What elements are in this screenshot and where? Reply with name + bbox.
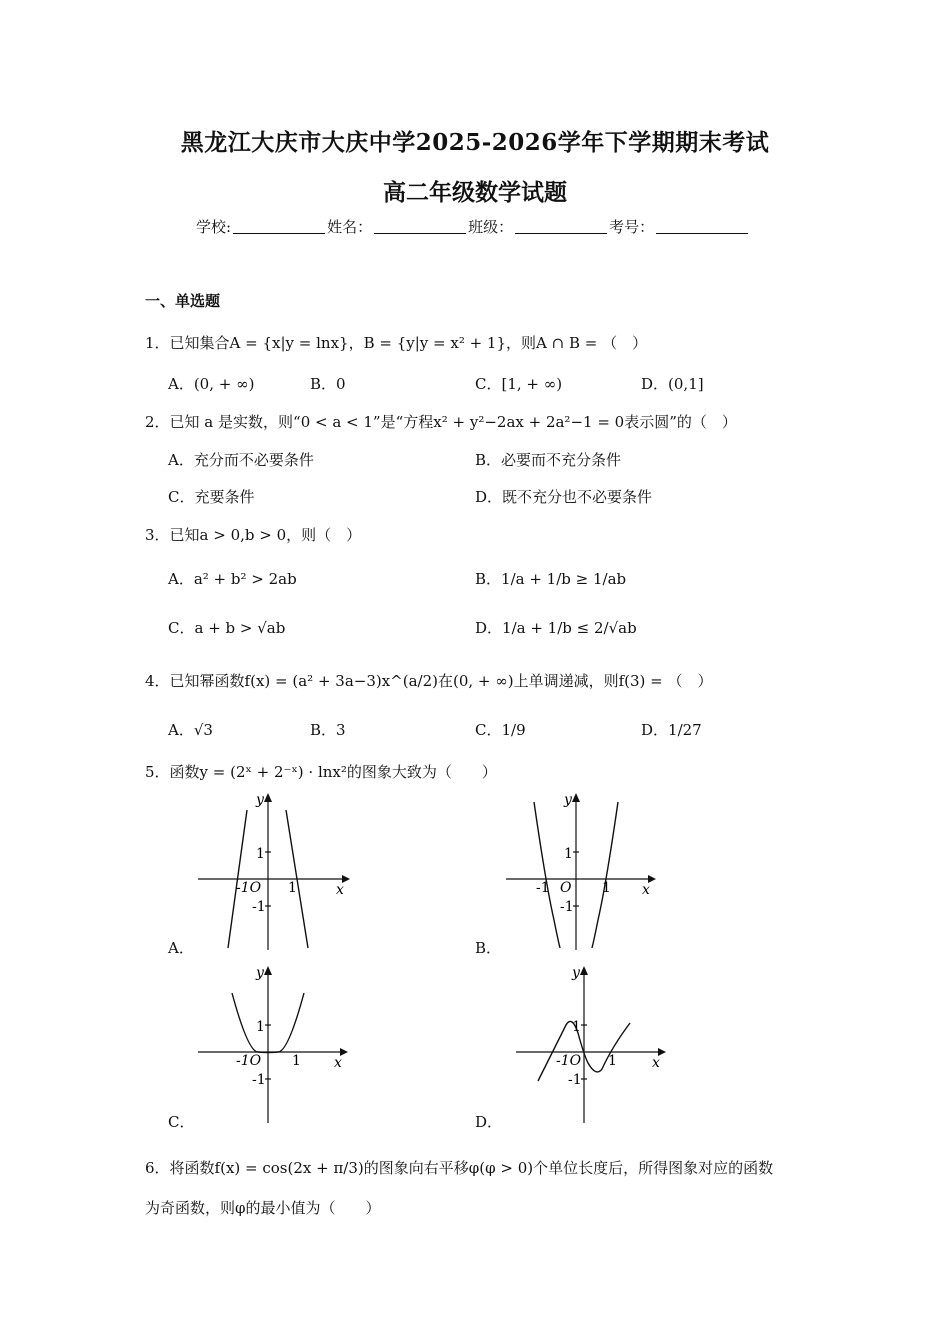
question-6-stem-line-2: 为奇函数，则φ的最小值为（ ）	[145, 1199, 381, 1217]
graph-c-neg-one-origin-label: -1O	[236, 1053, 262, 1069]
q2-option-d: D．既不充分也不必要条件	[475, 488, 653, 506]
class-blank[interactable]	[515, 219, 607, 234]
question-6-stem-line-1: 6．将函数f(x) = cos(2x + π/3)的图象向右平移φ(φ > 0)个单位长度后，所得图象对应的函数	[145, 1159, 774, 1177]
graph-b-origin-label: O	[560, 880, 572, 896]
graph-c-y-label: y	[256, 965, 264, 981]
graph-b-curve-right	[592, 802, 618, 948]
q3-option-d: D．1/a + 1/b ≤ 2/√ab	[475, 619, 637, 637]
graph-c-minus-one-label: -1	[252, 1072, 266, 1088]
exam-subtitle: 高二年级数学试题	[383, 179, 567, 206]
question-4-stem: 4．已知幂函数f(x) = (a² + 3a−3)x^(a/2)在(0, + ∞)上单调递减，则f(3) = （ ）	[145, 672, 713, 690]
q4-option-b: B．3	[310, 721, 346, 739]
graph-b-neg-one-label: -1	[536, 880, 550, 896]
graph-a-neg-one-origin-label: -1O	[236, 880, 262, 896]
graph-c-one-label: 1	[256, 1019, 265, 1035]
question-3-stem: 3．已知a > 0,b > 0，则（ ）	[145, 526, 362, 544]
graph-a	[190, 790, 360, 955]
graph-b-minus-one-label: -1	[560, 899, 574, 915]
q1-option-b: B．0	[310, 375, 346, 393]
question-2-stem: 2．已知 a 是实数，则“0 < a < 1”是“方程x² + y²−2ax + 2a²−1 = 0表示圆”的（ ）	[145, 413, 737, 431]
graph-d-pos-one-label: 1	[608, 1053, 617, 1069]
graph-b-x-label: x	[642, 882, 650, 898]
q5-option-c: C．	[168, 1113, 195, 1131]
q2-option-b: B．必要而不充分条件	[475, 451, 622, 469]
graph-d-y-label: y	[572, 965, 580, 981]
q2-option-c: C．充要条件	[168, 488, 255, 506]
q1-option-d: D．(0,1]	[641, 375, 704, 393]
q5-option-a: A．	[168, 939, 194, 957]
q4-option-d: D．1/27	[641, 721, 702, 739]
exam-number-label: 考号：	[609, 218, 655, 236]
q5-option-d: D．	[475, 1113, 503, 1131]
student-info-line	[196, 216, 750, 237]
graph-a-x-label: x	[336, 882, 344, 898]
graph-a-y-label: y	[256, 792, 264, 808]
school-label: 学校:	[196, 218, 232, 236]
graph-d-minus-one-label: -1	[568, 1072, 582, 1088]
q5-option-b: B．	[475, 939, 502, 957]
exam-title: 黑龙江大庆市大庆中学2025-2026学年下学期期末考试	[180, 129, 770, 156]
graph-d-y-arrow	[580, 966, 588, 975]
q3-option-b: B．1/a + 1/b ≥ 1/ab	[475, 570, 627, 588]
name-blank[interactable]	[374, 219, 466, 234]
graph-a-pos-one-label: 1	[288, 880, 297, 896]
q3-option-a: A．a² + b² > 2ab	[168, 570, 297, 588]
name-label: 姓名：	[327, 218, 373, 236]
exam-number-blank[interactable]	[656, 219, 748, 234]
q1-option-a: A．(0, + ∞)	[168, 375, 255, 393]
graph-d-neg-one-origin-label: -1O	[556, 1053, 582, 1069]
graph-b-y-label: y	[564, 792, 572, 808]
graph-c-y-arrow	[264, 966, 272, 975]
graph-a-one-label: 1	[256, 846, 265, 862]
graph-b-pos-one-label: 1	[602, 880, 611, 896]
school-blank[interactable]	[233, 219, 325, 234]
graph-d	[508, 963, 678, 1128]
graph-b-curve-left	[534, 802, 560, 948]
graph-b-y-arrow	[572, 793, 580, 802]
q4-option-a: A．√3	[168, 721, 213, 739]
class-label: 班级：	[468, 218, 514, 236]
q3-option-c: C．a + b > √ab	[168, 619, 286, 637]
question-5-stem: 5．函数y = (2ˣ + 2⁻ˣ) · lnx²的图象大致为（ ）	[145, 763, 497, 781]
graph-d-x-label: x	[652, 1055, 660, 1071]
graph-c	[190, 963, 360, 1128]
question-1-stem: 1．已知集合A = {x|y = lnx}，B = {y|y = x² + 1}，则A ∩ B = （ ）	[145, 334, 648, 352]
graph-c-x-label: x	[334, 1055, 342, 1071]
q2-option-a: A．充分而不必要条件	[168, 451, 314, 469]
q4-option-c: C．1/9	[475, 721, 526, 739]
graph-d-one-label: 1	[572, 1019, 581, 1035]
graph-a-minus-one-label: -1	[252, 899, 266, 915]
section-heading: 一、单选题	[145, 292, 221, 310]
graph-a-y-arrow	[264, 793, 272, 802]
graph-b	[498, 790, 668, 955]
q1-option-c: C．[1, + ∞)	[475, 375, 563, 393]
graph-b-one-label: 1	[564, 846, 573, 862]
graph-c-pos-one-label: 1	[292, 1053, 301, 1069]
